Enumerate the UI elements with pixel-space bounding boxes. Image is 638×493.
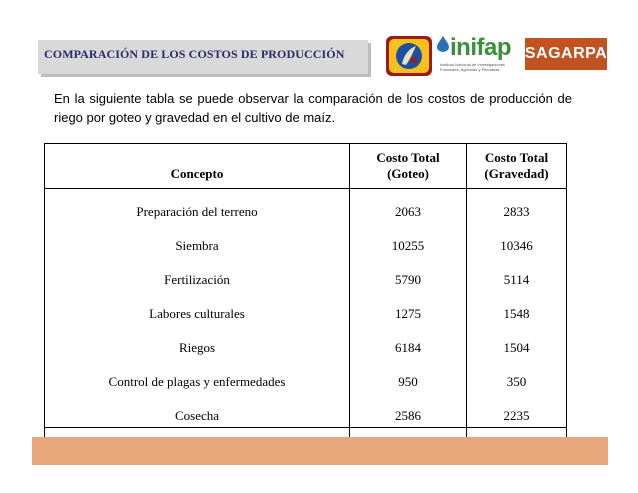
- water-drop-icon: [436, 36, 450, 52]
- table-row: [45, 257, 567, 291]
- goteo-cell: 2063: [350, 189, 467, 224]
- concept-cell: Preparación del terreno: [45, 189, 350, 224]
- table-row: [45, 325, 567, 359]
- concept-cell: Labores culturales: [45, 291, 350, 325]
- concept-cell: Riegos: [45, 325, 350, 359]
- gravedad-cell: 1548: [467, 291, 567, 325]
- concept-cell: Siembra: [45, 223, 350, 257]
- gravedad-cell: 2235: [467, 393, 567, 428]
- footer-band: [32, 437, 608, 465]
- goteo-cell: 950: [350, 359, 467, 393]
- sagarpa-logo: SAGARPA: [525, 38, 607, 70]
- goteo-cell: 10255: [350, 223, 467, 257]
- inifap-subtitle: Instituto Nacional de Investigaciones Forestales, Agrícolas y Pecuarias: [440, 62, 505, 72]
- page-title: COMPARACIÓN DE LOS COSTOS DE PRODUCCIÓN: [44, 47, 345, 61]
- inifap-logo: [438, 34, 518, 76]
- cost-comparison-table: [44, 143, 567, 462]
- goteo-cell: 6184: [350, 325, 467, 359]
- table-row: [45, 189, 567, 224]
- intro-paragraph: En la siguiente tabla se puede observar la comparación de los costos de producción de riego por goteo y gravedad en el cultivo de maíz.: [54, 91, 572, 125]
- gravedad-cell: 2833: [467, 189, 567, 224]
- header-goteo: Costo Total (Goteo): [350, 144, 467, 189]
- table-row: [45, 393, 567, 428]
- concept-cell: Cosecha: [45, 393, 350, 428]
- header-concept: Concepto: [45, 144, 350, 189]
- table-row: [45, 291, 567, 325]
- concept-cell: Fertilización: [45, 257, 350, 291]
- gravedad-cell: 1504: [467, 325, 567, 359]
- goteo-cell: 5790: [350, 257, 467, 291]
- table-header-row: [45, 144, 567, 189]
- inifap-wordmark: inifap: [450, 34, 511, 61]
- gravedad-cell: 10346: [467, 223, 567, 257]
- gravedad-cell: 5114: [467, 257, 567, 291]
- concept-cell: Control de plagas y enfermedades: [45, 359, 350, 393]
- header-gravedad: Costo Total (Gravedad): [467, 144, 567, 189]
- institution-seal-logo: [386, 36, 432, 76]
- table-row: [45, 223, 567, 257]
- table-row: [45, 359, 567, 393]
- gravedad-cell: 350: [467, 359, 567, 393]
- goteo-cell: 1275: [350, 291, 467, 325]
- goteo-cell: 2586: [350, 393, 467, 428]
